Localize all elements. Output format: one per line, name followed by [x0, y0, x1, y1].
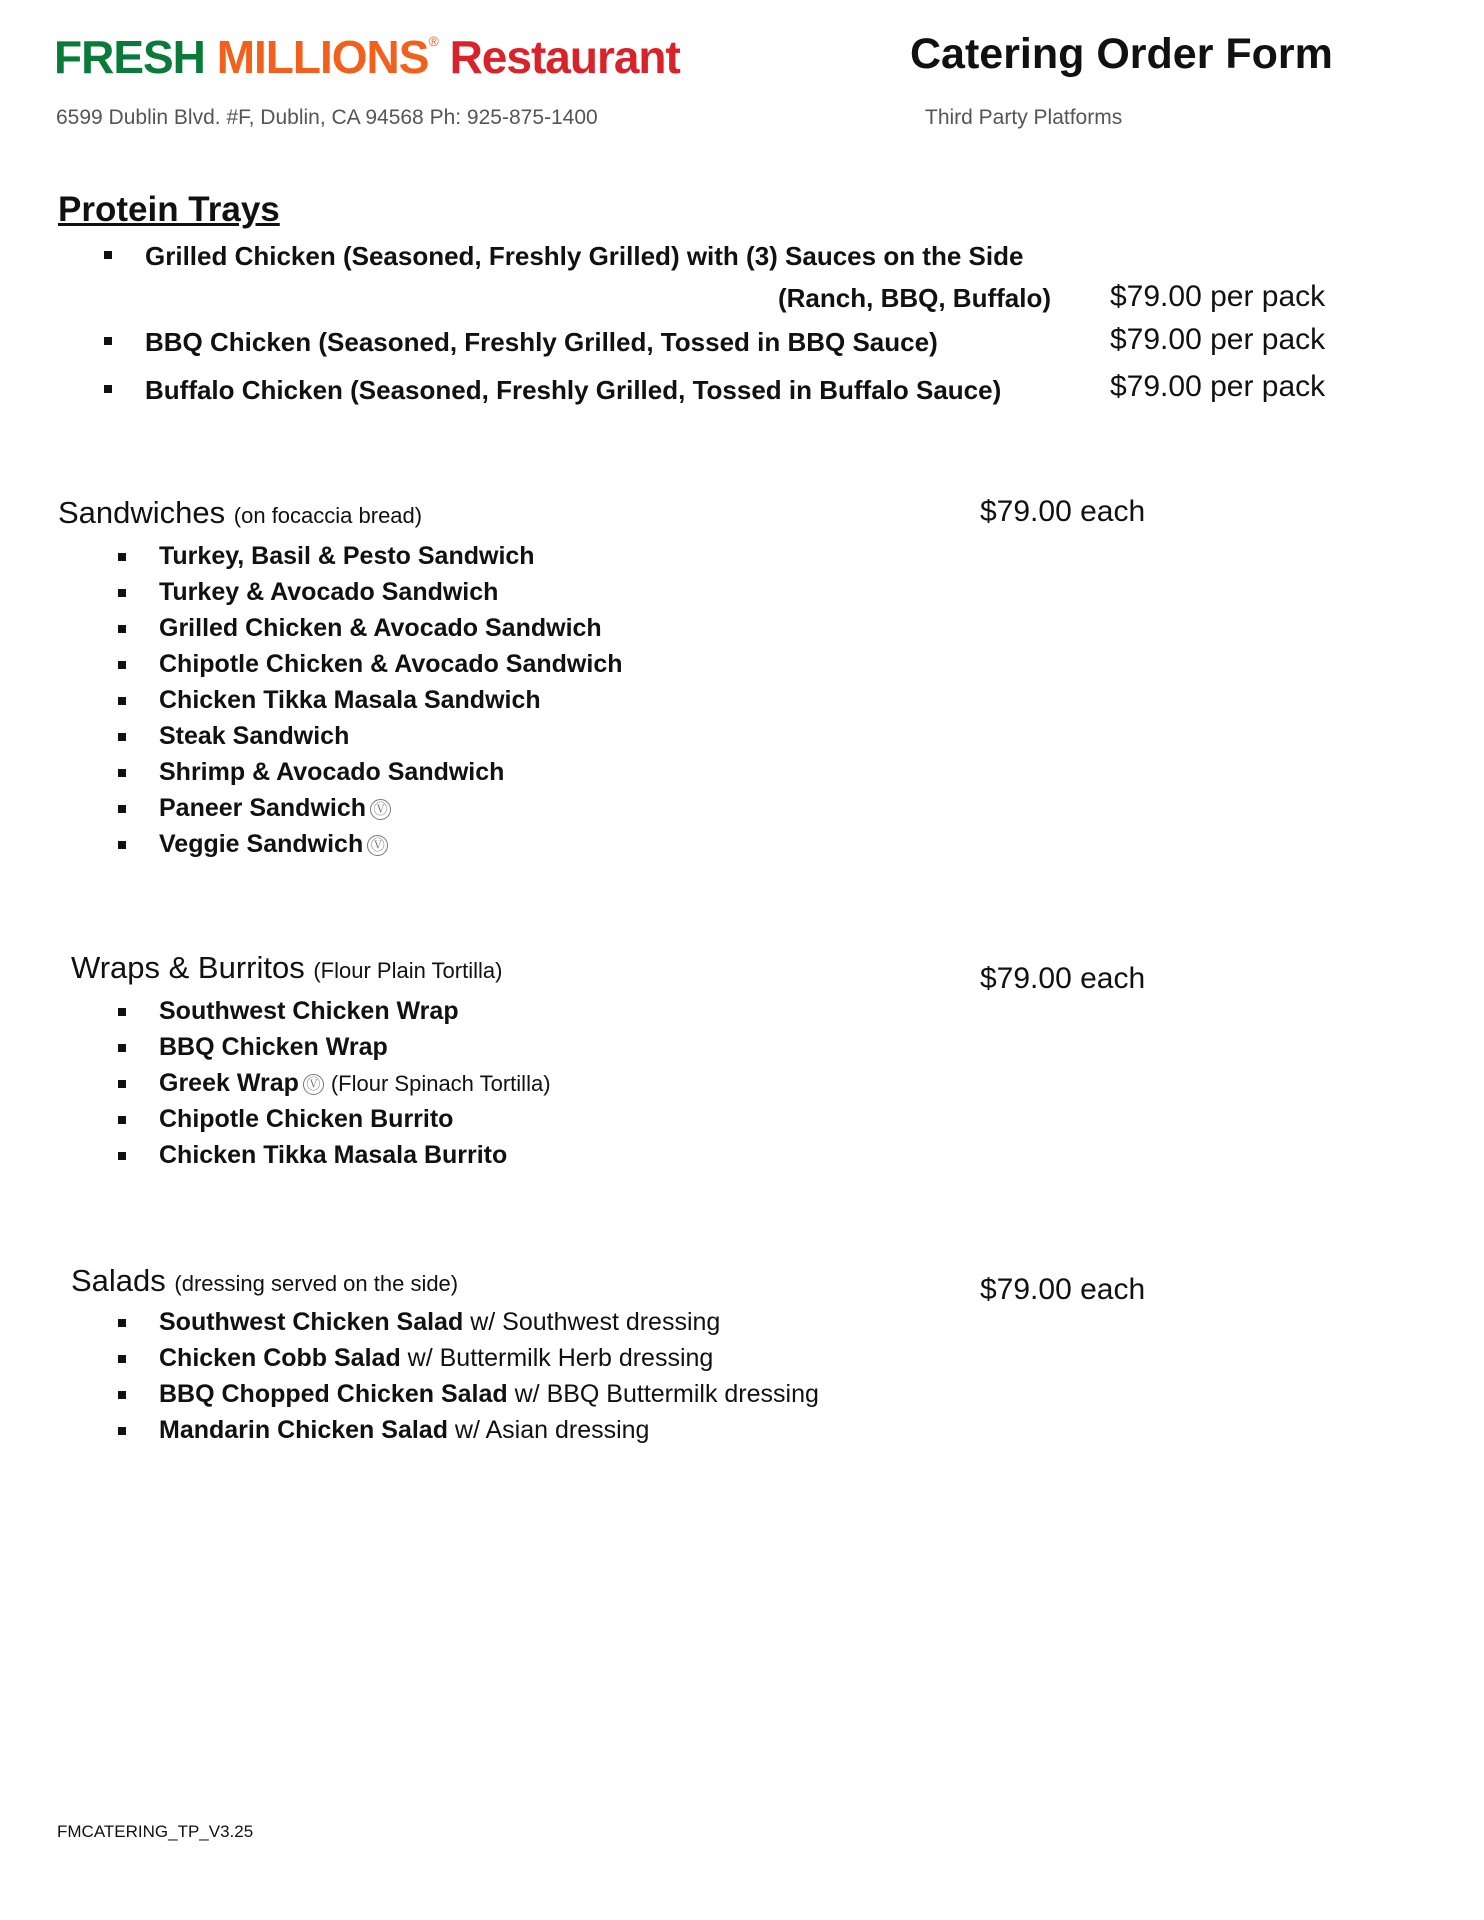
wrap-item [159, 1141, 507, 1170]
sandwich-item-name: Chipotle Chicken & Avocado Sandwich [159, 650, 623, 678]
bullet-icon [118, 1391, 126, 1399]
sandwich-item-name: Steak Sandwich [159, 722, 350, 750]
logo-restaurant: Restaurant [449, 31, 680, 83]
wraps-title: Wraps & Burritos [71, 950, 305, 985]
bullet-icon [118, 1319, 126, 1327]
logo-millions: MILLIONS [216, 31, 429, 83]
protein-tray-item-name: Buffalo Chicken (Seasoned, Freshly Grilled, Tossed in Buffalo Sauce) [145, 375, 1002, 405]
bullet-icon [104, 385, 112, 393]
wrap-item-name: Southwest Chicken Wrap [159, 997, 459, 1025]
sandwich-item [159, 614, 602, 643]
sandwiches-heading [58, 495, 422, 531]
sandwich-item [159, 650, 623, 679]
bullet-icon [118, 1152, 126, 1160]
sandwich-item-name: Paneer Sandwich [159, 794, 367, 822]
sandwich-item-name: Turkey, Basil & Pesto Sandwich [159, 542, 535, 570]
form-subtitle: Third Party Platforms [925, 106, 1123, 129]
form-title: Catering Order Form [910, 30, 1333, 78]
sandwich-item [159, 830, 388, 859]
bullet-icon [104, 337, 112, 345]
wrap-item-name: Chicken Tikka Masala Burrito [159, 1141, 508, 1169]
sandwich-item [159, 758, 504, 787]
bullet-icon [118, 1355, 126, 1363]
protein-tray-item-name: BBQ Chicken (Seasoned, Freshly Grilled, Tossed in BBQ Sauce) [145, 327, 938, 357]
bullet-icon [118, 1008, 126, 1016]
restaurant-logo [54, 31, 680, 83]
bullet-icon [118, 841, 126, 849]
bullet-icon [118, 1080, 126, 1088]
sandwich-item [159, 722, 349, 751]
logo-registered-mark: ® [428, 33, 438, 49]
sandwich-item [159, 686, 541, 715]
protein-tray-item-name: Grilled Chicken (Seasoned, Freshly Grilled) with (3) Sauces on the Side [145, 241, 1024, 271]
protein-tray-price: $79.00 per pack [1110, 323, 1326, 356]
protein-tray-price: $79.00 per pack [1110, 280, 1326, 313]
salad-item [159, 1380, 819, 1409]
salad-item-dressing: w/ BBQ Buttermilk dressing [514, 1380, 819, 1408]
bullet-icon [118, 1427, 126, 1435]
sandwich-item-name: Grilled Chicken & Avocado Sandwich [159, 614, 602, 642]
protein-trays-heading: Protein Trays [58, 190, 280, 229]
wrap-item [159, 1069, 551, 1098]
salad-item-name: Southwest Chicken Salad [159, 1308, 464, 1336]
bullet-icon [118, 1044, 126, 1052]
logo-fresh: FRESH [54, 31, 205, 83]
salad-item [159, 1344, 713, 1373]
wrap-item-name: Chipotle Chicken Burrito [159, 1105, 454, 1133]
wraps-heading [71, 950, 502, 986]
sandwich-item [159, 578, 498, 607]
wrap-item [159, 1105, 453, 1134]
wraps-note: (Flour Plain Tortilla) [313, 958, 503, 983]
bullet-icon [118, 1116, 126, 1124]
sandwich-item-name: Shrimp & Avocado Sandwich [159, 758, 505, 786]
salads-title: Salads [71, 1263, 166, 1298]
form-version-code: FMCATERING_TP_V3.25 [57, 1822, 254, 1841]
restaurant-address: 6599 Dublin Blvd. #F, Dublin, CA 94568 Ph: 925-875-1400 [56, 106, 598, 129]
bullet-icon [118, 697, 126, 705]
bullet-icon [118, 661, 126, 669]
sandwich-item-name: Chicken Tikka Masala Sandwich [159, 686, 541, 714]
bullet-icon [118, 589, 126, 597]
sandwich-item [159, 542, 535, 571]
bullet-icon [118, 733, 126, 741]
bullet-icon [118, 553, 126, 561]
wrap-item-name: BBQ Chicken Wrap [159, 1033, 388, 1061]
salad-item-name: Mandarin Chicken Salad [159, 1416, 448, 1444]
salad-item-dressing: w/ Southwest dressing [470, 1308, 721, 1336]
wrap-item [159, 997, 459, 1026]
sandwich-item-name: Turkey & Avocado Sandwich [159, 578, 499, 606]
salads-price: $79.00 each [980, 1273, 1146, 1306]
bullet-icon [104, 251, 112, 259]
salad-item [159, 1416, 649, 1445]
vegetarian-icon: Ⓥ [370, 799, 391, 820]
salad-item-dressing: w/ Asian dressing [454, 1416, 650, 1444]
bullet-icon [118, 769, 126, 777]
sandwich-item-name: Veggie Sandwich [159, 830, 364, 858]
wrap-tortilla-note: (Flour Spinach Tortilla) [330, 1071, 551, 1096]
salads-heading [71, 1263, 458, 1299]
wrap-item-name: Greek Wrap [159, 1069, 299, 1097]
salads-note: (dressing served on the side) [174, 1271, 459, 1296]
sandwiches-note: (on focaccia bread) [233, 503, 423, 528]
salad-item-dressing: w/ Buttermilk Herb dressing [407, 1344, 714, 1372]
sandwiches-price: $79.00 each [980, 495, 1146, 528]
salad-item-name: BBQ Chopped Chicken Salad [159, 1380, 508, 1408]
salad-item-name: Chicken Cobb Salad [159, 1344, 401, 1372]
protein-tray-price: $79.00 per pack [1110, 370, 1326, 403]
sandwiches-title: Sandwiches [58, 495, 226, 530]
wrap-item [159, 1033, 388, 1062]
wraps-price: $79.00 each [980, 962, 1146, 995]
bullet-icon [118, 625, 126, 633]
vegetarian-icon: Ⓥ [367, 835, 388, 856]
salad-item [159, 1308, 720, 1337]
vegetarian-icon: Ⓥ [303, 1074, 324, 1095]
sandwich-item [159, 794, 391, 823]
protein-tray-item-sauces: (Ranch, BBQ, Buffalo) [778, 283, 1051, 313]
bullet-icon [118, 805, 126, 813]
